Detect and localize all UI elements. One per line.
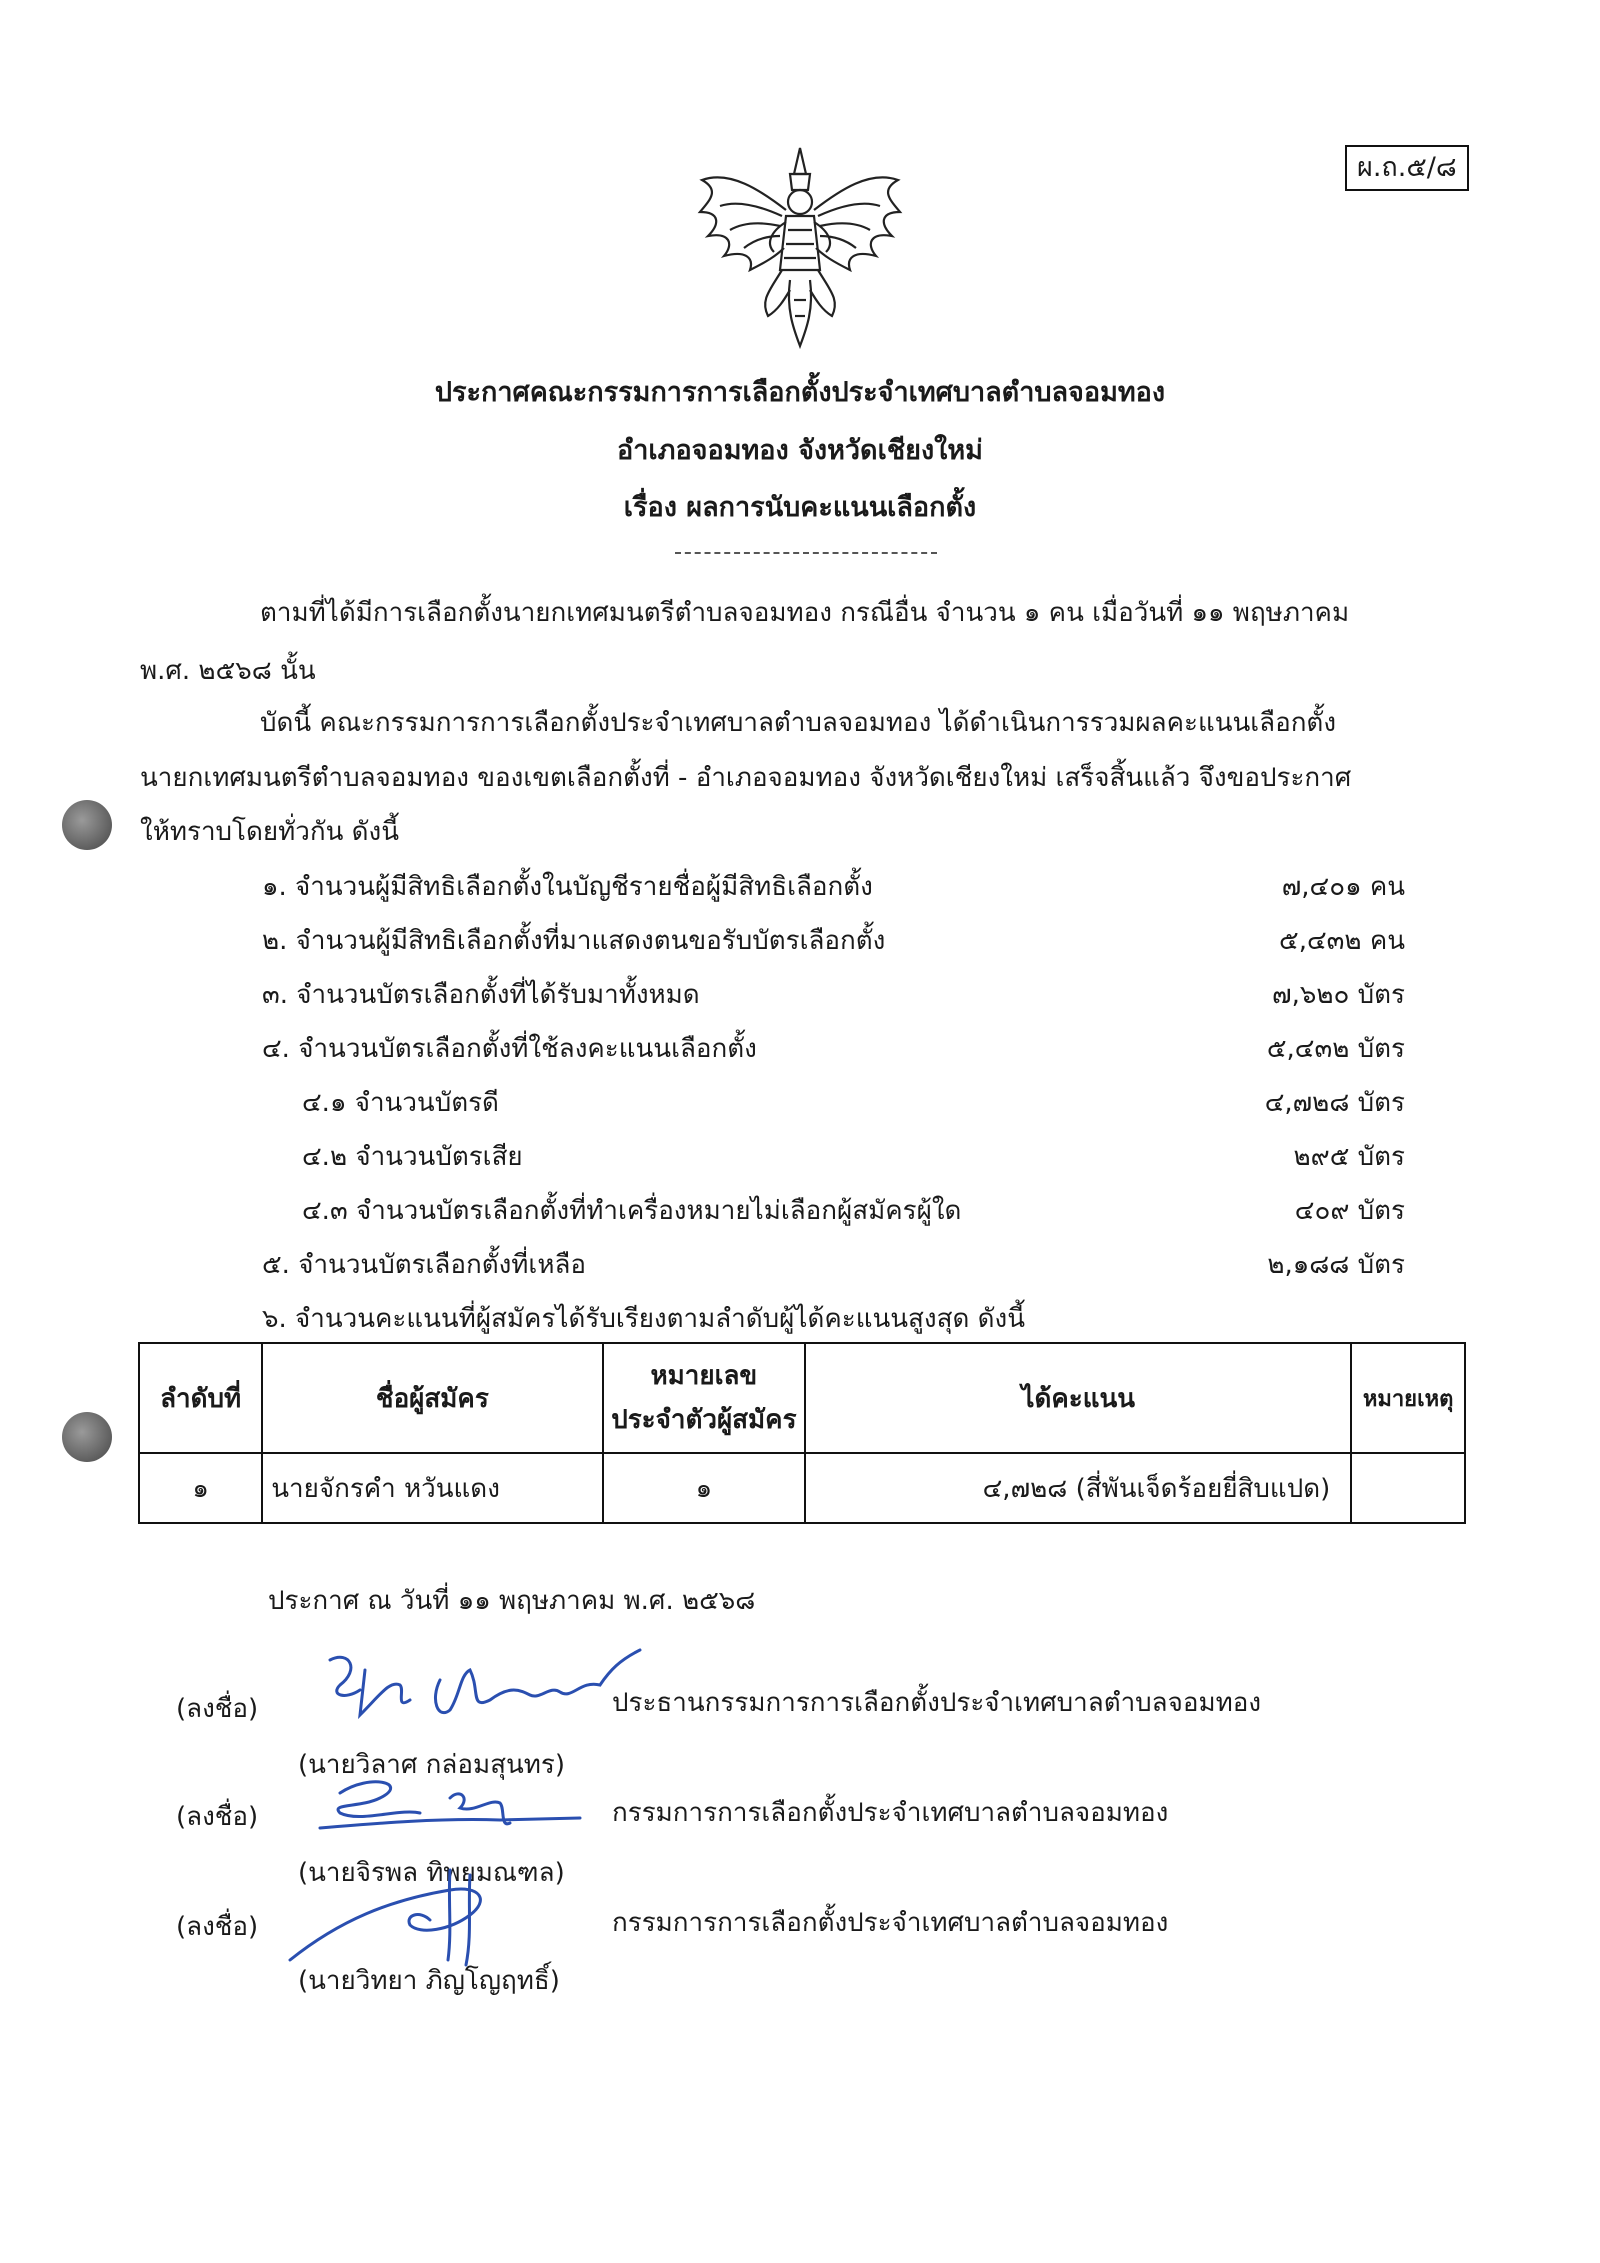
item-label: ๖. จำนวนคะแนนที่ผู้สมัครได้รับเรียงตามลำดับผู้ได้คะแนนสูงสุด ดังนี้	[262, 1304, 1025, 1334]
announce-date: ประกาศ ณ วันที่ ๑๑ พฤษภาคม พ.ศ. ๒๕๖๘	[268, 1586, 756, 1616]
form-code: ผ.ถ.๕/๘	[1345, 145, 1469, 191]
cell-rank: ๑	[139, 1453, 262, 1523]
item-label: ๓. จำนวนบัตรเลือกตั้งที่ได้รับมาทั้งหมด	[262, 980, 700, 1010]
header-subject: เรื่อง ผลการนับคะแนนเลือกตั้ง	[623, 492, 977, 523]
signer-name: (นายวิลาศ กล่อมสุนทร)	[298, 1750, 565, 1780]
item-value: ๒,๑๘๘ บัตร	[1267, 1250, 1405, 1280]
signature-3-icon	[280, 1860, 540, 1980]
punch-hole	[62, 1412, 112, 1462]
para2-line3: ให้ทราบโดยทั่วกัน ดังนี้	[140, 817, 399, 847]
header-line-1: ประกาศคณะกรรมการการเลือกตั้งประจำเทศบาลตำบลจอมทอง	[434, 377, 1166, 408]
col-name-header: ชื่อผู้สมัคร	[262, 1343, 602, 1453]
item-value: ๕,๔๓๒ บัตร	[1266, 1034, 1405, 1064]
cell-number: ๑	[603, 1453, 806, 1523]
sign-label: (ลงชื่อ)	[176, 1912, 259, 1942]
cell-score: ๔,๗๒๘ (สี่พันเจ็ดร้อยยี่สิบแปด)	[805, 1453, 1351, 1523]
item-label: ๒. จำนวนผู้มีสิทธิเลือกตั้งที่มาแสดงตนขอรับบัตรเลือกตั้ง	[262, 926, 886, 956]
item-value: ๔๐๙ บัตร	[1294, 1196, 1405, 1226]
signer-position: ประธานกรรมการการเลือกตั้งประจำเทศบาลตำบลจอมทอง	[612, 1688, 1262, 1718]
item-label: ๔.๑ จำนวนบัตรดี	[302, 1088, 499, 1118]
sign-label: (ลงชื่อ)	[176, 1694, 259, 1724]
punch-hole	[62, 800, 112, 850]
item-value: ๒๙๕ บัตร	[1293, 1142, 1405, 1172]
signer-position: กรรมการการเลือกตั้งประจำเทศบาลตำบลจอมทอง	[612, 1908, 1169, 1938]
garuda-emblem-icon	[690, 140, 910, 355]
item-label: ๔.๒ จำนวนบัตรเสีย	[302, 1142, 523, 1172]
item-value: ๗,๖๒๐ บัตร	[1272, 980, 1405, 1010]
item-value: ๕,๔๓๒ คน	[1279, 926, 1405, 956]
col-number-header-line2: ประจำตัวผู้สมัคร	[611, 1405, 797, 1435]
signer-position: กรรมการการเลือกตั้งประจำเทศบาลตำบลจอมทอง	[612, 1798, 1169, 1828]
item-value: ๗,๔๐๑ คน	[1281, 872, 1405, 902]
col-rank-header: ลำดับที่	[139, 1343, 262, 1453]
col-number-header	[603, 1343, 806, 1453]
col-note-header: หมายเหตุ	[1351, 1343, 1465, 1453]
cell-note	[1351, 1453, 1465, 1523]
col-number-header-line1: หมายเลข	[650, 1361, 758, 1391]
signer-name: (นายจิรพล ทิพยมณฑล)	[298, 1858, 565, 1888]
header-line-2: อำเภอจอมทอง จังหวัดเชียงใหม่	[617, 435, 983, 466]
header-divider	[675, 552, 937, 554]
signature-1-icon	[310, 1640, 670, 1750]
item-label: ๕. จำนวนบัตรเลือกตั้งที่เหลือ	[262, 1250, 587, 1280]
para1-line2: พ.ศ. ๒๕๖๘ นั้น	[140, 656, 316, 686]
para1-line1: ตามที่ได้มีการเลือกตั้งนายกเทศมนตรีตำบลจอมทอง กรณีอื่น จำนวน ๑ คน เมื่อวันที่ ๑๑ พฤษภาคม	[260, 598, 1350, 628]
cell-name: นายจักรคำ หวันแดง	[262, 1453, 602, 1523]
signer-name: (นายวิทยา ภิญโญฤทธิ์)	[298, 1966, 560, 1996]
table-header-row	[139, 1343, 1465, 1453]
table-row	[139, 1453, 1465, 1523]
item-label: ๔. จำนวนบัตรเลือกตั้งที่ใช้ลงคะแนนเลือกตั้ง	[262, 1034, 757, 1064]
sign-label: (ลงชื่อ)	[176, 1802, 259, 1832]
col-score-header: ได้คะแนน	[805, 1343, 1351, 1453]
item-label: ๑. จำนวนผู้มีสิทธิเลือกตั้งในบัญชีรายชื่อผู้มีสิทธิเลือกตั้ง	[262, 872, 873, 902]
para2-line1: บัดนี้ คณะกรรมการการเลือกตั้งประจำเทศบาลตำบลจอมทอง ได้ดำเนินการรวมผลคะแนนเลือกตั้ง	[260, 708, 1337, 738]
item-label: ๔.๓ จำนวนบัตรเลือกตั้งที่ทำเครื่องหมายไม่เลือกผู้สมัครผู้ใด	[302, 1196, 962, 1226]
item-value: ๔,๗๒๘ บัตร	[1264, 1088, 1405, 1118]
signature-2-icon	[300, 1768, 600, 1858]
para2-line2: นายกเทศมนตรีตำบลจอมทอง ของเขตเลือกตั้งที่ - อำเภอจอมทอง จังหวัดเชียงใหม่ เสร็จสิ้นแล้ว จึงขอประกาศ	[140, 763, 1352, 793]
results-table	[138, 1342, 1466, 1524]
